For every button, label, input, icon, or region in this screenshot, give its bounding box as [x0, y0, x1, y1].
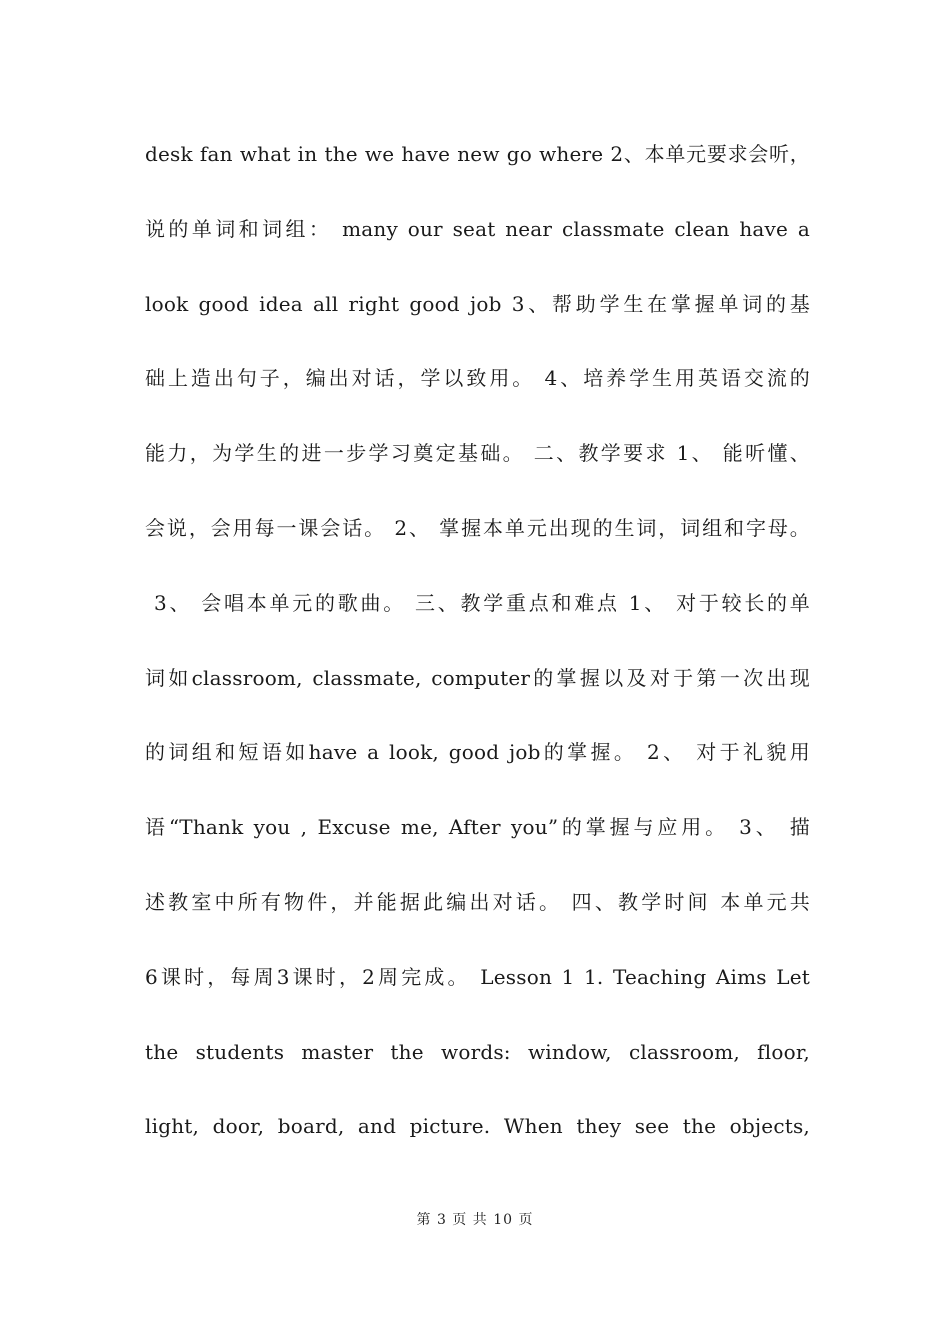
- text-line-5: 能力，为学生的进一步学习奠定基础。 二、教学要求 1、 能听懂、: [145, 441, 810, 466]
- text-line-8: 词如classroom, classmate, computer的掌握以及对于第一次出现: [145, 665, 810, 690]
- text-line-6: 会说，会用每一课会话。 2、 掌握本单元出现的生词，词组和字母。: [145, 515, 810, 540]
- text-line-14: light, door, board, and picture. When they see the objects,: [145, 1114, 810, 1139]
- body-text: [145, 122, 810, 1169]
- text-line-7: 3、 会唱本单元的歌曲。 三、教学重点和难点 1、 对于较长的单: [154, 590, 810, 615]
- text-line-4: 础上造出句子，编出对话，学以致用。 4、培养学生用英语交流的: [145, 366, 810, 391]
- text-line-11: 述教室中所有物件，并能据此编出对话。 四、教学时间 本单元共: [145, 889, 810, 914]
- page-footer: [0, 1209, 950, 1229]
- text-line-1: desk fan what in the we have new go where 2、本单元要求会听，: [145, 142, 810, 166]
- text-line-12: 6课时，每周3课时，2周完成。 Lesson 1 1. Teaching Aims Let: [145, 964, 810, 989]
- text-line-13: the students master the words: window, classroom, floor,: [145, 1039, 810, 1064]
- text-line-3: look good idea all right good job 3、帮助学生在掌握单词的基: [145, 291, 810, 316]
- text-line-10: 语“Thank you , Excuse me, After you”的掌握与应用。 3、 描: [145, 815, 810, 840]
- text-line-9: 的词组和短语如have a look, good job的掌握。 2、 对于礼貌用: [145, 740, 810, 765]
- text-line-2: 说的单词和词组： many our seat near classmate clean have a: [145, 216, 810, 241]
- page-number-label: 第 3 页 共 10 页: [416, 1212, 534, 1228]
